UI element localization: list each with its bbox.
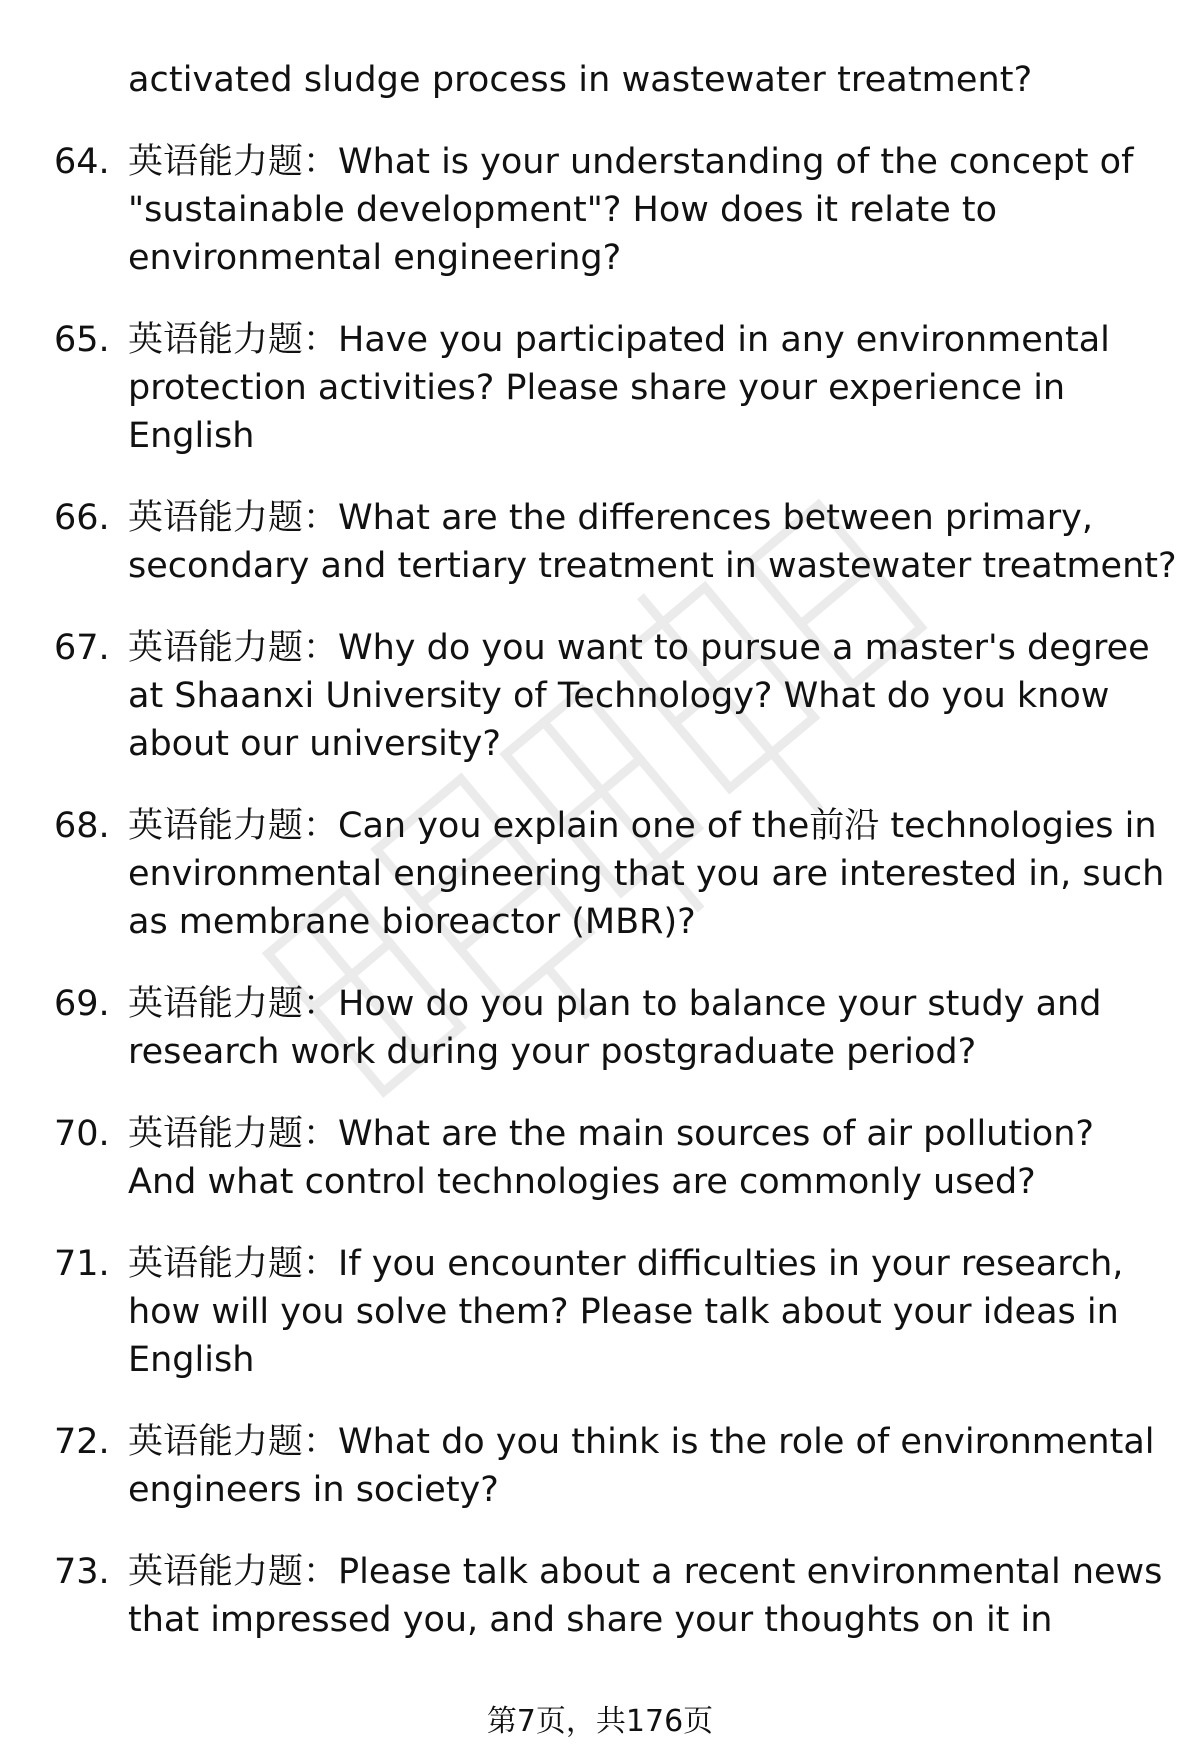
page-number-footer: 第7页，共176页 xyxy=(486,1704,714,1739)
question-text xyxy=(128,1548,1162,1644)
question-line: 英语能力题：Have you participated in any environmental xyxy=(128,320,1110,360)
question-number: 71. xyxy=(54,1244,110,1284)
question-line: 英语能力题：What are the main sources of air pollution? xyxy=(128,1114,1094,1154)
question-text xyxy=(128,624,1154,768)
question-number: 64. xyxy=(54,142,110,182)
question-text xyxy=(128,1240,1154,1384)
question-text xyxy=(128,1110,1154,1206)
question-line: at Shaanxi University of Technology? What do you know xyxy=(128,676,1110,716)
question-number: 68. xyxy=(54,806,110,846)
question-line: 英语能力题：Please talk about a recent environmental news xyxy=(128,1552,1163,1592)
question-line: English xyxy=(128,416,255,456)
question-line: English xyxy=(128,1340,255,1380)
question-text xyxy=(128,1418,1155,1514)
question-number: 67. xyxy=(54,628,110,668)
question-item xyxy=(54,1418,1154,1514)
question-item xyxy=(54,802,1165,946)
question-item xyxy=(54,494,1177,590)
question-text xyxy=(128,980,1154,1076)
question-line: 英语能力题：What do you think is the role of environmental xyxy=(128,1422,1155,1462)
question-line: 英语能力题：If you encounter difficulties in your research, xyxy=(128,1244,1124,1284)
question-text xyxy=(128,494,1177,590)
question-line: as membrane bioreactor (MBR)? xyxy=(128,902,696,942)
question-line: environmental engineering that you are interested in, such xyxy=(128,854,1165,894)
question-line: 英语能力题：What are the differences between primary, xyxy=(128,498,1094,538)
question-line: "sustainable development"? How does it relate to xyxy=(128,190,997,230)
question-item xyxy=(54,138,1154,282)
question-line: protection activities? Please share your experience in xyxy=(128,368,1066,408)
continued-question-text: activated sludge process in wastewater treatment? xyxy=(128,60,1033,100)
question-text xyxy=(128,802,1164,946)
question-number: 70. xyxy=(54,1114,110,1154)
question-item xyxy=(54,624,1154,768)
question-number: 66. xyxy=(54,498,110,538)
question-line: 英语能力题：Can you explain one of the前沿 technologies in xyxy=(128,806,1157,846)
question-text xyxy=(128,316,1154,460)
question-number: 73. xyxy=(54,1552,110,1592)
question-line: engineers in society? xyxy=(128,1470,499,1510)
question-line: research work during your postgraduate period? xyxy=(128,1032,977,1072)
question-number: 65. xyxy=(54,320,110,360)
question-line: environmental engineering? xyxy=(128,238,622,278)
question-item xyxy=(54,1548,1163,1644)
question-line: how will you solve them? Please talk about your ideas in xyxy=(128,1292,1119,1332)
question-line: 英语能力题：How do you plan to balance your study and xyxy=(128,984,1102,1024)
question-line: 英语能力题：What is your understanding of the concept of xyxy=(128,142,1134,182)
question-item xyxy=(54,980,1154,1076)
question-line: about our university? xyxy=(128,724,501,764)
question-line: And what control technologies are commonly used? xyxy=(128,1162,1036,1202)
question-list xyxy=(54,56,1177,1678)
question-item xyxy=(54,316,1154,460)
question-line: that impressed you, and share your thoughts on it in xyxy=(128,1600,1053,1640)
question-item xyxy=(54,1240,1154,1384)
question-number: 72. xyxy=(54,1422,110,1462)
question-line: secondary and tertiary treatment in wastewater treatment? xyxy=(128,546,1177,586)
question-line: 英语能力题：Why do you want to pursue a master's degree xyxy=(128,628,1150,668)
question-number: 69. xyxy=(54,984,110,1024)
question-item xyxy=(54,1110,1154,1206)
question-text xyxy=(128,138,1154,282)
